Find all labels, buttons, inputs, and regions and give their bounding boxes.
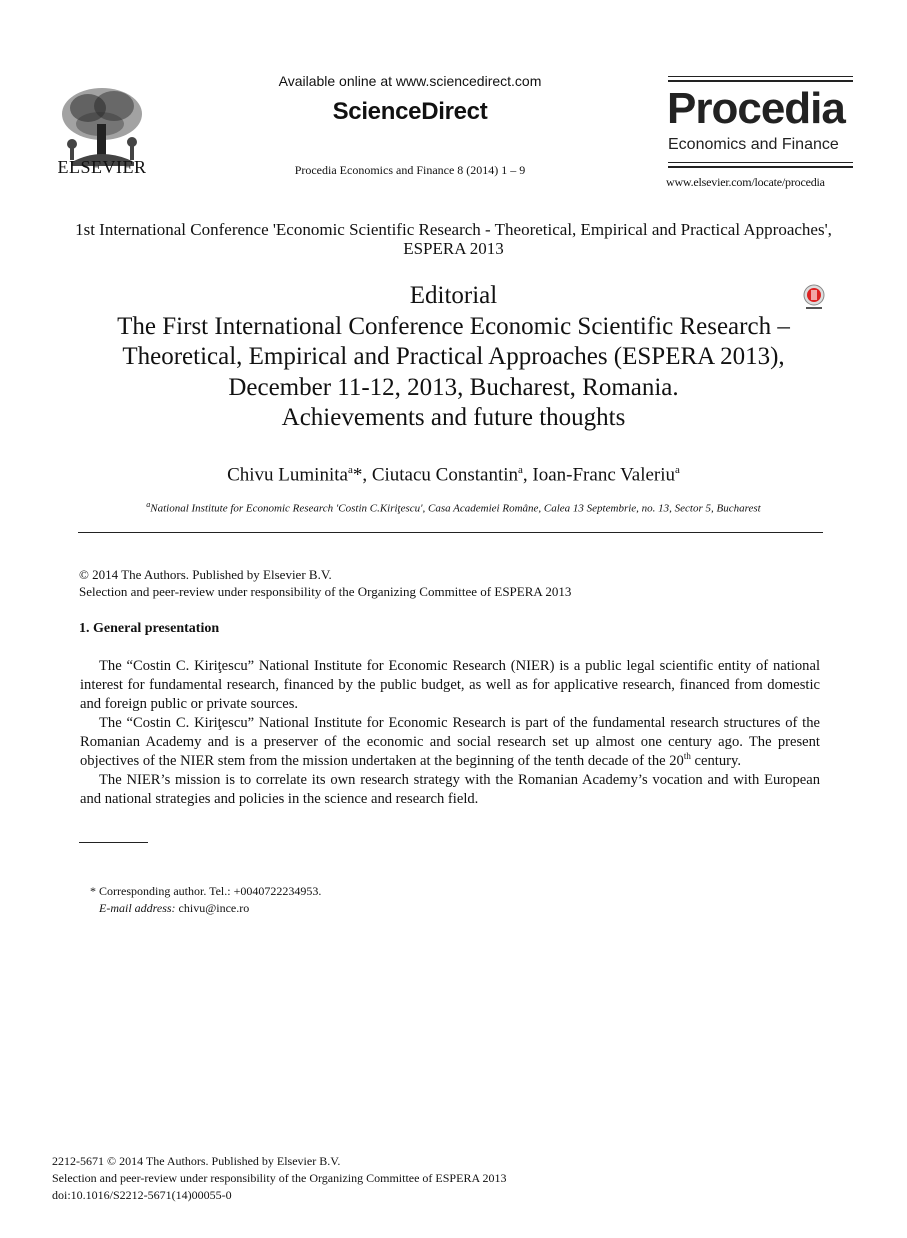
issn-line: 2212-5671 © 2014 The Authors. Published by Elsevier B.V.	[52, 1154, 341, 1168]
author-separator: *,	[352, 464, 372, 486]
author-name: Chivu Luminita	[227, 464, 348, 486]
email-label: E-mail address:	[99, 901, 176, 915]
title-line: The First International Conference Economic Scientific Research –	[117, 312, 790, 340]
author-list	[60, 464, 847, 486]
paragraph	[80, 714, 820, 771]
affiliation-mark: a	[518, 464, 523, 476]
superscript: th	[683, 751, 691, 762]
paragraph-text: century.	[690, 753, 741, 769]
title-line: Editorial	[409, 282, 498, 309]
article-title	[60, 281, 847, 434]
author-name: Ioan-Franc Valeriu	[532, 464, 676, 486]
title-line: Achievements and future thoughts	[281, 404, 626, 431]
affiliation-text: National Institute for Economic Research 'Costin C.Kiriţescu', Casa Academiei Române, Calea 13 Septembrie, no. 13, Sector 5, Bucharest	[150, 502, 761, 515]
corresponding-author: * Corresponding author. Tel.: +0040722234953.	[90, 884, 322, 898]
copyright-line: © 2014 The Authors. Published by Elsevier B.V.	[79, 567, 332, 582]
author-separator: ,	[522, 464, 533, 486]
section-body	[80, 657, 820, 809]
doi-link[interactable]: doi:10.1016/S2212-5671(14)00055-0	[52, 1188, 232, 1202]
journal-url-link[interactable]: www.elsevier.com/locate/procedia	[666, 175, 825, 189]
publisher-name: ELSEVIER	[57, 157, 147, 177]
journal-subtitle: Economics and Finance	[668, 136, 839, 153]
affiliation-mark: a	[675, 464, 680, 476]
peer-review-line: Selection and peer-review under responsibility of the Organizing Committee of ESPERA 2013	[52, 1171, 507, 1185]
copyright-line: Selection and peer-review under responsibility of the Organizing Committee of ESPERA 2013	[79, 583, 572, 599]
paragraph: The “Costin C. Kiriţescu” National Institute for Economic Research (NIER) is a public legal scientific entity of national interest for fundamental research, financed by the public budget, as well as for applicative research, financed from domestic and foreign public or private sources.	[80, 658, 820, 712]
paragraph: The NIER’s mission is to correlate its own research strategy with the Romanian Academy’s vocation and with European and national strategies and policies in the science and research field.	[80, 772, 820, 807]
email-link[interactable]: chivu@ince.ro	[175, 901, 250, 915]
footnote-divider	[79, 842, 148, 843]
affiliation-mark: a	[146, 500, 151, 509]
bottom-info	[52, 1153, 506, 1204]
author-name: Ciutacu Constantin	[371, 464, 519, 486]
footnote	[90, 883, 321, 917]
title-line: Theoretical, Empirical and Practical Approaches (ESPERA 2013),	[122, 343, 785, 370]
procedia-bottom-rules	[668, 162, 853, 171]
copyright-block	[79, 567, 571, 600]
journal-brand: Procedia	[667, 84, 845, 133]
journal-reference: Procedia Economics and Finance 8 (2014) 1 – 9	[294, 163, 526, 177]
divider	[78, 532, 823, 533]
available-online-link[interactable]: Available online at www.sciencedirect.com	[278, 73, 542, 89]
affiliation-mark: a	[347, 464, 353, 476]
email-line	[90, 900, 321, 917]
crossmark-icon[interactable]	[803, 284, 825, 312]
sciencedirect-logo[interactable]: ScienceDirect	[332, 98, 488, 125]
paragraph-text: The “Costin C. Kiriţescu” National Institute for Economic Research is part of the fundamental research structures of the Romanian Academy and is a preserver of the economic and social research set up almost one century ago. The present objectives of the NIER stem from the mission undertaken at the beginning of the tenth decade of the 20	[80, 715, 820, 769]
section-heading: 1. General presentation	[79, 621, 220, 636]
affiliation	[60, 500, 847, 515]
title-line: December 11-12, 2013, Bucharest, Romania.	[228, 373, 679, 401]
conference-name: 1st International Conference 'Economic Scientific Research - Theoretical, Empirical and Practical Approaches', ESPERA 2013	[75, 220, 832, 258]
